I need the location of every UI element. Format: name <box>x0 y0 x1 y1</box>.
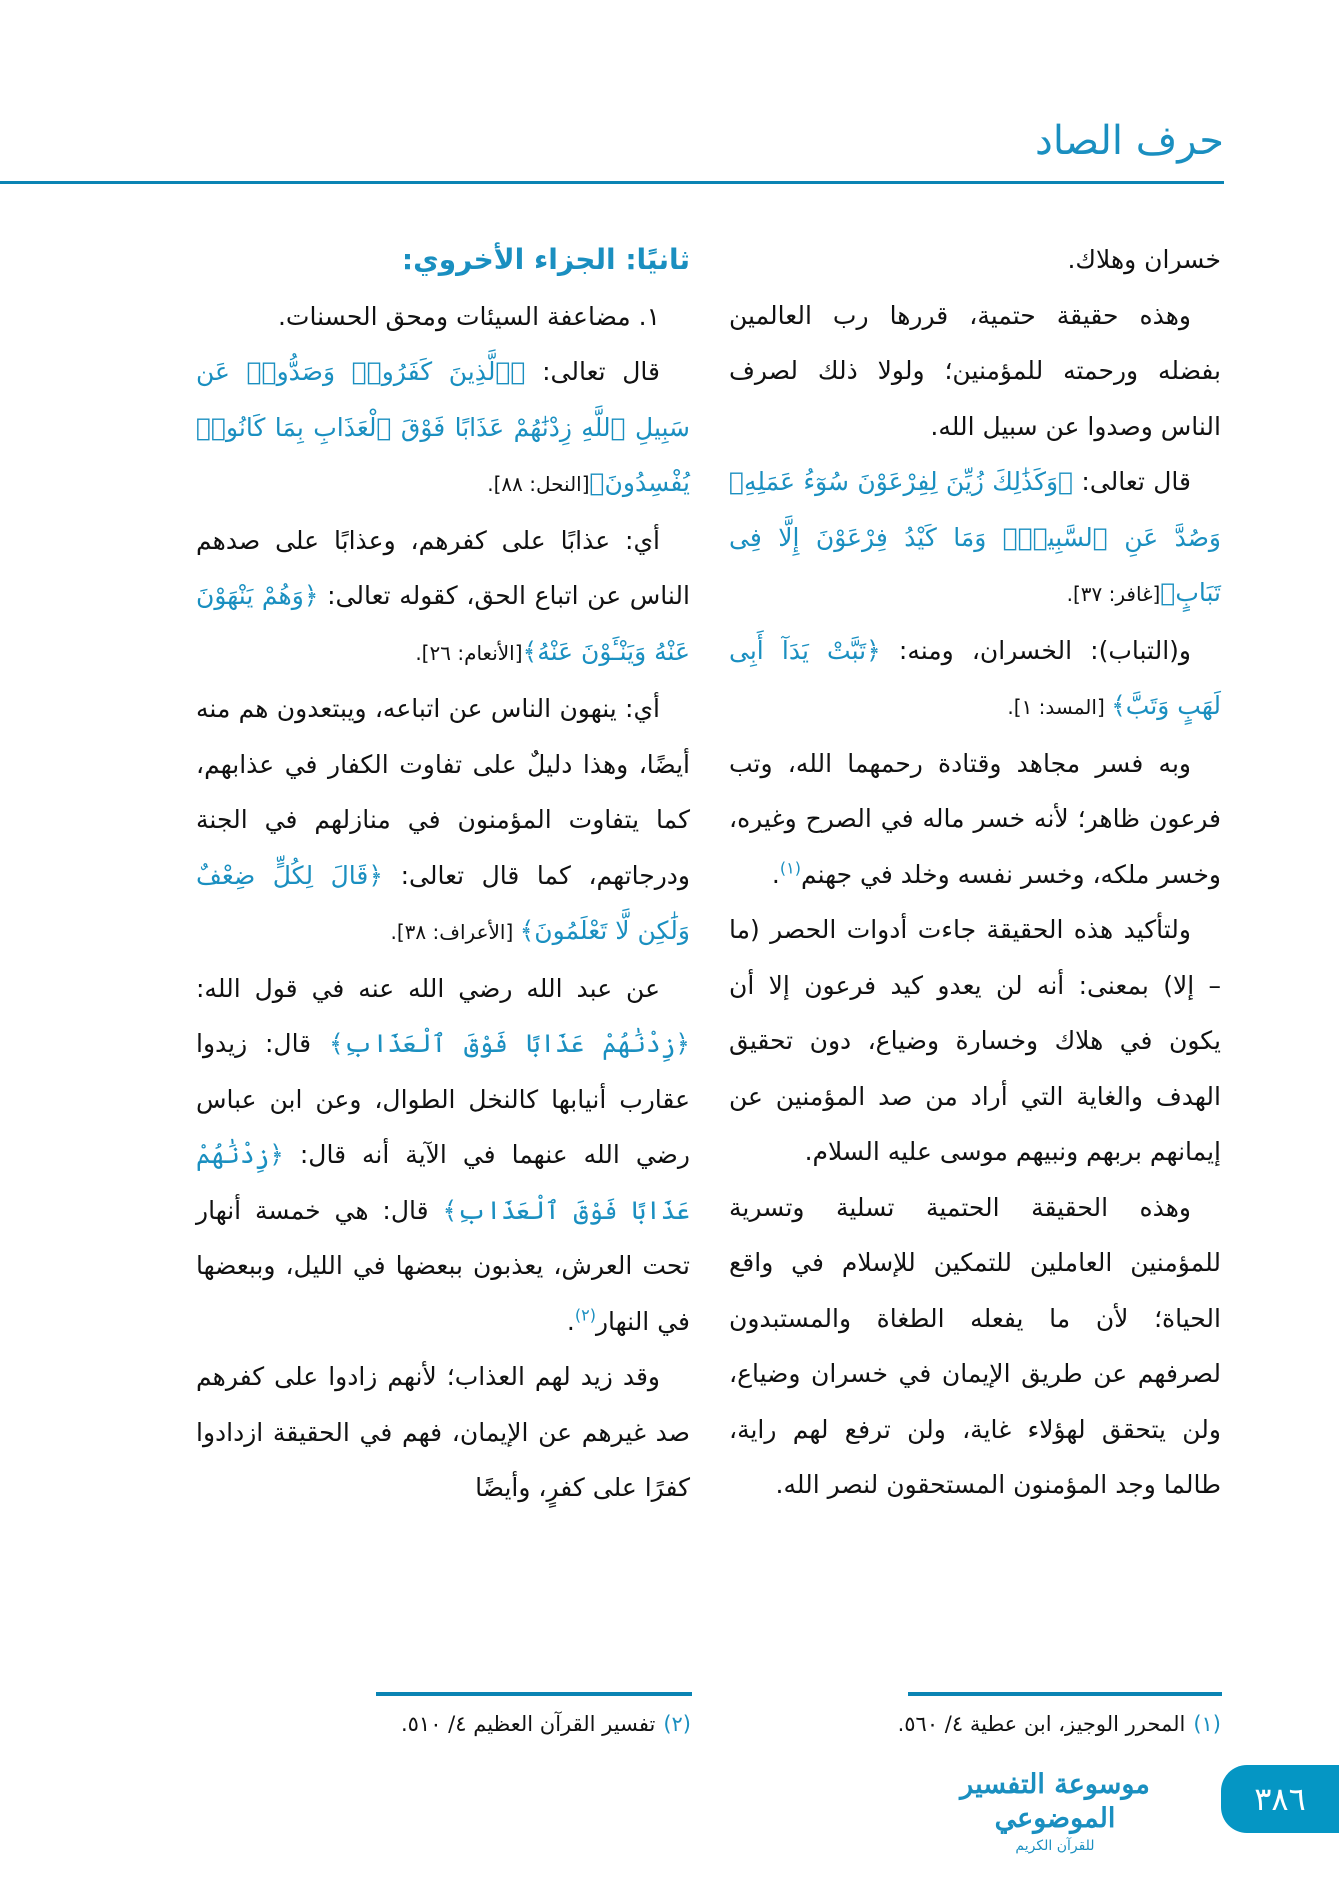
paragraph <box>729 232 1221 288</box>
quran-verse: ﴿تَبَّتْ يَدَآ أَبِى لَهَبٍ وَتَبَّ﴾ <box>729 635 1221 720</box>
verse-reference: [النحل: ٨٨]. <box>487 472 590 496</box>
body-text: وبه فسر مجاهد وقتادة رحمهما الله، وتب فرعون ظاهر؛ لأنه خسر ماله في الصرح وغيره، وخسر ملكه، وخسر نفسه وخلد في جهنم <box>729 748 1221 889</box>
footnote-marker: (١) <box>779 858 801 878</box>
body-text: و(التباب): الخسران، ومنه: <box>880 635 1191 665</box>
page-number: ٣٨٦ <box>1221 1765 1339 1833</box>
paragraph <box>729 736 1221 903</box>
body-text: خسران وهلاك. <box>1067 245 1221 274</box>
verse-reference: [الأعراف: ٣٨]. <box>390 920 520 944</box>
footnote-number: (١) <box>1193 1712 1221 1736</box>
quran-verse: ﴿ٱلَّذِينَ كَفَرُوا۟ وَصَدُّوا۟ عَن سَبِيلِ ٱللَّهِ زِدْنَٰهُمْ عَذَابًا فَوْقَ ٱلْعَذَابِ بِمَا كَانُوا۟ يُفْسِدُونَ﴾ <box>196 357 690 497</box>
footnote-text: تفسير القرآن العظيم ٤/ ٥١٠. <box>400 1712 656 1736</box>
body-text: قال: هي خمسة أنهار تحت العرش، يعذبون ببعضها في الليل، وببعضها في النهار <box>196 1195 690 1336</box>
body-text: قال: زيدوا عقارب أنيابها كالنخل الطوال، وعن ابن عباس رضي الله عنهما في الآية أنه قال: <box>196 1029 690 1169</box>
footnote-divider-right <box>908 1692 1222 1696</box>
quran-verse: ﴿زِدْنَٰهُمْ عَذَابًا فَوْقَ ٱلْعَذَابِ﴾ <box>328 1029 690 1058</box>
logo-subtitle: للقرآن الكريم <box>1015 1838 1095 1854</box>
paragraph <box>196 1349 690 1516</box>
body-text: وهذه حقيقة حتمية، قررها رب العالمين بفضله ورحمته للمؤمنين؛ ولولا ذلك لصرف الناس وصدوا عن سبيل الله. <box>729 300 1221 441</box>
body-text: . <box>771 859 780 889</box>
quran-verse: ﴿وَكَذَٰلِكَ زُيِّنَ لِفِرْعَوْنَ سُوٓءُ عَمَلِهِۦ وَصُدَّ عَنِ ٱلسَّبِيلِۚ وَمَا كَيْدُ فِرْعَوْنَ إِلَّا فِى تَبَابٍ﴾ <box>729 467 1221 607</box>
logo-title: موسوعة التفسير الموضوعي <box>960 1769 1150 1834</box>
body-text: . <box>566 1306 575 1336</box>
paragraph <box>196 289 690 345</box>
encyclopedia-logo <box>930 1768 1180 1856</box>
paragraph <box>196 344 690 513</box>
body-text: وقد زيد لهم العذاب؛ لأنهم زادوا على كفرهم صد غيرهم عن الإيمان، فهم في الحقيقة ازدادوا كفرًا على كفرٍ، وأيضًا <box>196 1362 690 1502</box>
paragraph <box>196 232 690 289</box>
header-divider <box>0 181 1224 184</box>
body-text: ولتأكيد هذه الحقيقة جاءت أدوات الحصر (ما – إلا) بمعنى: أنه لن يعدو كيد فرعون إلا أن يكون في هلاك وخسارة وضياع، دون تحقيق الهدف والغاية التي أراد من صد المؤمنين عن إيمانهم بربهم ونبيهم موسى عليه السلام. <box>729 915 1221 1166</box>
paragraph <box>729 623 1221 736</box>
verse-reference: [غافر: ٣٧]. <box>1066 582 1161 606</box>
right-column <box>729 232 1221 1513</box>
paragraph <box>196 961 690 1350</box>
body-text: أي: عذابًا على كفرهم، وعذابًا على صدهم الناس عن اتباع الحق، كقوله تعالى: <box>196 525 690 610</box>
paragraph <box>729 454 1221 623</box>
body-text: عن عبد الله رضي الله عنه في قول الله: <box>196 973 660 1003</box>
paragraph <box>729 1180 1221 1513</box>
chapter-title: حرف الصاد <box>1035 118 1224 164</box>
body-text: وهذه الحقيقة الحتمية تسلية وتسرية للمؤمنين العاملين للتمكين للإسلام في واقع الحياة؛ لأن ما يفعله الطغاة والمستبدون لصرفهم عن طريق الإيمان في خسران وضياع، ولن يتحقق لهؤلاء غاية، ولن ترفع لهم راية، طالما وجد المؤمنون المستحقون لنصر الله. <box>729 1192 1221 1499</box>
body-text: قال تعالى: <box>1073 467 1191 496</box>
body-text: قال تعالى: <box>525 357 661 386</box>
quran-verse: ﴿زِدْنَٰهُمْ عَذَابًا فَوْقَ ٱلْعَذَابِ﴾ <box>196 1140 690 1225</box>
footnote-divider-left <box>376 1692 692 1696</box>
paragraph <box>729 288 1221 455</box>
footnote-1 <box>898 1712 1221 1736</box>
body-text: أي: ينهون الناس عن اتباعه، ويبتعدون هم منه أيضًا، وهذا دليلٌ على تفاوت الكفار في عذابهم، كما يتفاوت المؤمنون في منازلهم في الجنة ودرجاتهم، كما قال تعالى: <box>196 694 690 890</box>
paragraph <box>729 902 1221 1180</box>
paragraph <box>196 681 690 961</box>
body-text: ١. مضاعفة السيئات ومحق الحسنات. <box>277 301 660 331</box>
left-column <box>196 232 690 1516</box>
verse-reference: [المسد: ١]. <box>1007 695 1112 719</box>
footnote-marker: (٢) <box>574 1305 596 1325</box>
section-heading: ثانيًا: الجزاء الأخروي: <box>401 243 690 276</box>
footnote-number: (٢) <box>663 1712 691 1736</box>
quran-verse: ﴿قَالَ لِكُلٍّ ضِعْفٌ وَلَٰكِن لَّا تَعْلَمُونَ﴾ <box>196 860 690 945</box>
paragraph <box>196 513 690 682</box>
footnote-2 <box>401 1712 691 1736</box>
footnote-text: المحرر الوجيز، ابن عطية ٤/ ٥٦٠. <box>897 1712 1186 1736</box>
quran-verse: ﴿وَهُمْ يَنْهَوْنَ عَنْهُ وَيَنْـَٔوْنَ عَنْهُ﴾ <box>196 581 690 666</box>
verse-reference: [الأنعام: ٢٦]. <box>415 640 523 665</box>
